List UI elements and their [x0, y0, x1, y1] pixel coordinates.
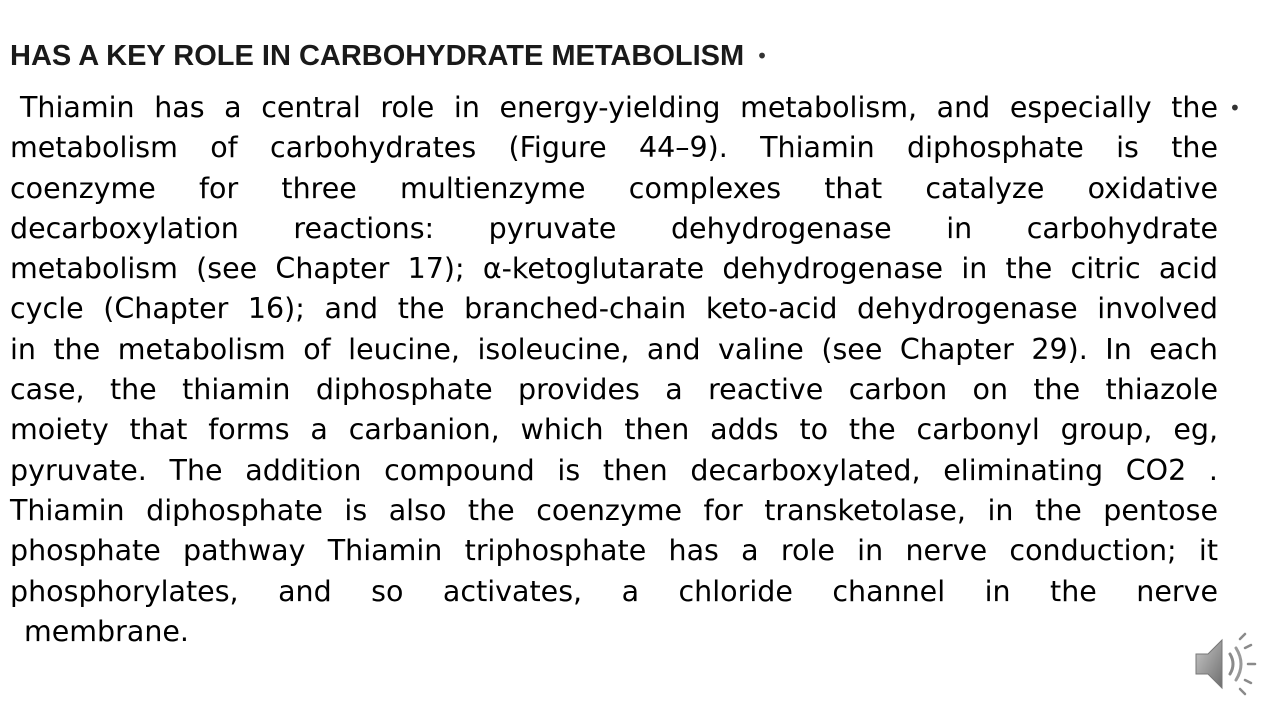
- body-line: metabolism of carbohydrates (Figure 44–9). Thiamin diphosphate is the: [10, 131, 1218, 165]
- body-line: coenzyme for three multienzyme complexes that catalyze oxidative: [10, 171, 1218, 205]
- title-bullet: •: [756, 44, 768, 68]
- body-paragraph: [10, 88, 1218, 652]
- body-line: decarboxylation reactions: pyruvate dehydrogenase in carbohydrate: [10, 211, 1218, 245]
- slide-title: HAS A KEY ROLE IN CARBOHYDRATE METABOLISM: [10, 39, 745, 72]
- body-line: phosphorylates, and so activates, a chloride channel in the nerve: [10, 574, 1218, 608]
- body-line: moiety that forms a carbanion, which then adds to the carbonyl group, eg,: [10, 413, 1218, 447]
- body-line: case, the thiamin diphosphate provides a reactive carbon on the thiazole: [10, 373, 1218, 407]
- slide-title-row: [10, 36, 768, 76]
- body-line: metabolism (see Chapter 17); α-ketoglutarate dehydrogenase in the citric acid: [10, 252, 1218, 286]
- body-line: membrane.: [24, 614, 189, 648]
- body-line: Thiamin diphosphate is also the coenzyme for transketolase, in the pentose: [10, 493, 1218, 527]
- speaker-icon[interactable]: [1190, 630, 1258, 698]
- body-bullet: •: [1229, 96, 1241, 120]
- body-line: phosphate pathway Thiamin triphosphate has a role in nerve conduction; it: [10, 534, 1218, 568]
- body-line: Thiamin has a central role in energy-yielding metabolism, and especially the: [20, 91, 1218, 124]
- body-line: pyruvate. The addition compound is then decarboxylated, eliminating CO2 .: [10, 453, 1218, 487]
- body-line: cycle (Chapter 16); and the branched-chain keto-acid dehydrogenase involved: [10, 292, 1218, 326]
- body-line: in the metabolism of leucine, isoleucine, and valine (see Chapter 29). In each: [10, 332, 1218, 366]
